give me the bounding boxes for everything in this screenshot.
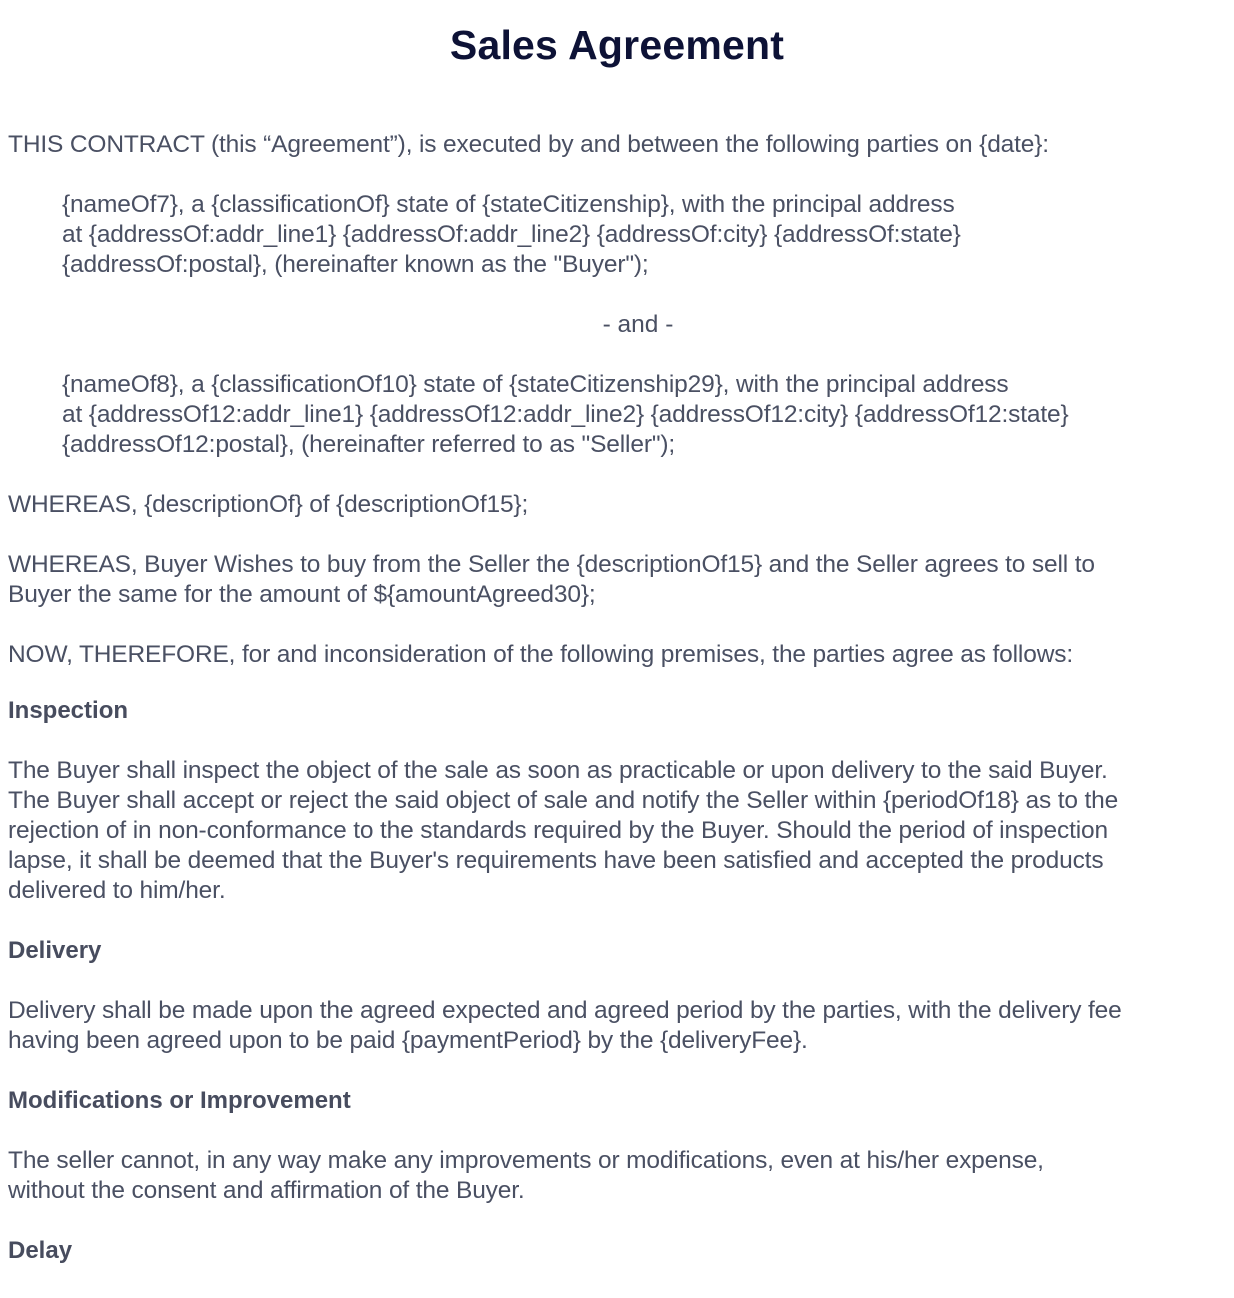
buyer-party-line: at {addressOf:addr_line1} {addressOf:addr_line2} {addressOf:city} {addressOf:state} bbox=[62, 221, 961, 248]
section-body-line: having been agreed upon to be paid {paymentPeriod} by the {deliveryFee}. bbox=[8, 1027, 808, 1054]
section-body-line: The Buyer shall inspect the object of the sale as soon as practicable or upon delivery to the said Buyer. bbox=[8, 757, 1108, 784]
seller-party-line: {nameOf8}, a {classificationOf10} state of {stateCitizenship29}, with the principal address bbox=[62, 371, 1009, 398]
section-body-line: delivered to him/her. bbox=[8, 877, 226, 904]
section-body-line: Delivery shall be made upon the agreed expected and agreed period by the parties, with the delivery fee bbox=[8, 997, 1122, 1024]
whereas-clause-1: WHEREAS, {descriptionOf} of {descriptionOf15}; bbox=[8, 491, 529, 518]
seller-party-line: at {addressOf12:addr_line1} {addressOf12:addr_line2} {addressOf12:city} {addressOf12:state} bbox=[62, 401, 1069, 428]
section-body-line: without the consent and affirmation of the Buyer. bbox=[8, 1177, 525, 1204]
section-heading: Modifications or Improvement bbox=[8, 1087, 351, 1114]
section-heading: Delay bbox=[8, 1237, 73, 1264]
party-separator: - and - bbox=[602, 311, 674, 338]
therefore-clause: NOW, THEREFORE, for and inconsideration of the following premises, the parties agree as follows: bbox=[8, 641, 1073, 668]
preamble: THIS CONTRACT (this “Agreement”), is executed by and between the following parties on {date}: bbox=[8, 131, 1049, 158]
whereas-clause-2-line: Buyer the same for the amount of ${amountAgreed30}; bbox=[8, 581, 596, 608]
whereas-clause-2-line: WHEREAS, Buyer Wishes to buy from the Seller the {descriptionOf15} and the Seller agrees to sell to bbox=[8, 551, 1095, 578]
document-title: Sales Agreement bbox=[449, 22, 785, 68]
section-body-line: rejection of in non-conformance to the standards required by the Buyer. Should the period of inspection bbox=[8, 817, 1108, 844]
section-body-line: lapse, it shall be deemed that the Buyer's requirements have been satisfied and accepted the products bbox=[8, 847, 1104, 874]
seller-party-line: {addressOf12:postal}, (hereinafter referred to as "Seller"); bbox=[62, 431, 676, 458]
section-heading: Delivery bbox=[8, 937, 102, 964]
buyer-party-line: {nameOf7}, a {classificationOf} state of {stateCitizenship}, with the principal address bbox=[62, 191, 955, 218]
section-heading: Inspection bbox=[8, 697, 129, 724]
buyer-party-line: {addressOf:postal}, (hereinafter known as the "Buyer"); bbox=[62, 251, 649, 278]
section-body-line: The seller cannot, in any way make any improvements or modifications, even at his/her expense, bbox=[8, 1147, 1044, 1174]
section-body-line: The Buyer shall accept or reject the said object of sale and notify the Seller within {periodOf18} as to the bbox=[8, 787, 1119, 814]
